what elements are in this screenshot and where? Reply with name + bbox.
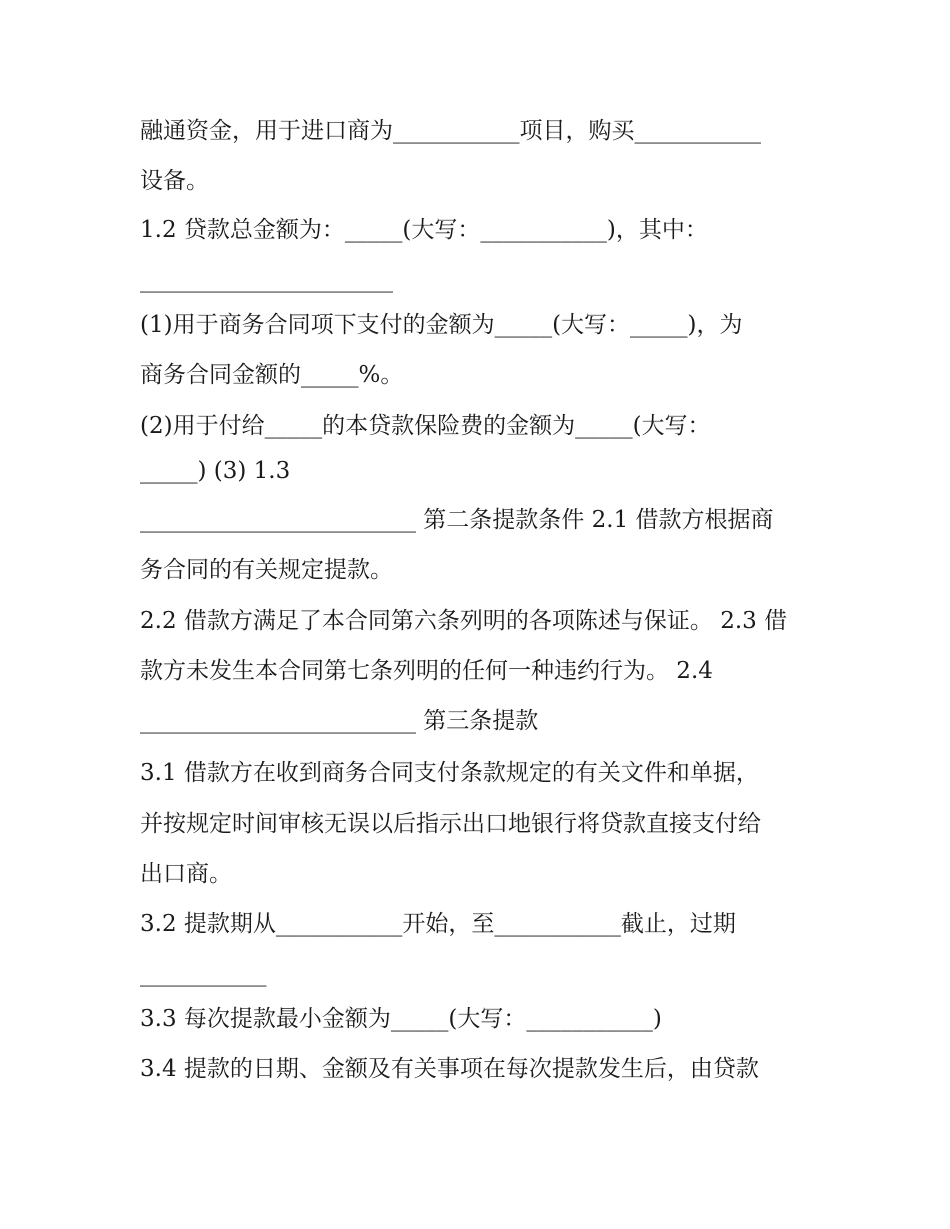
text-line: (1)用于商务合同项下支付的金额为_____(大写：_____)，为 bbox=[140, 312, 743, 338]
text-line: 3.1 借款方在收到商务合同支付条款规定的有关文件和单据， bbox=[140, 760, 759, 786]
text-line: 设备。 bbox=[140, 168, 209, 194]
text-line: 3.2 提款期从___________开始，至___________截止，过期 bbox=[140, 911, 736, 937]
text-line: _____) (3) 1.3 bbox=[140, 458, 291, 484]
text-line: 款方未发生本合同第七条列明的任何一种违约行为。 2.4 bbox=[140, 658, 713, 684]
text-line: 3.4 提款的日期、金额及有关事项在每次提款发生后，由贷款 bbox=[140, 1056, 759, 1082]
text-line: ___________ bbox=[140, 961, 267, 987]
text-line: ______________________ bbox=[140, 267, 393, 293]
text-line: 1.2 贷款总金额为：_____(大写：___________)，其中： bbox=[140, 217, 708, 243]
text-line: 融通资金，用于进口商为___________项目，购买___________ bbox=[140, 118, 761, 144]
text-line: 出口商。 bbox=[140, 861, 232, 887]
text-line: ________________________ 第二条提款条件 2.1 借款方根据商 bbox=[140, 507, 774, 533]
text-line: 3.3 每次提款最小金额为_____(大写：___________) bbox=[140, 1006, 662, 1032]
text-line: 务合同的有关规定提款。 bbox=[140, 557, 393, 583]
text-line: 商务合同金额的_____%。 bbox=[140, 362, 404, 388]
text-line: ________________________ 第三条提款 bbox=[140, 708, 539, 734]
text-line: 并按规定时间审核无误以后指示出口地银行将贷款直接支付给 bbox=[140, 811, 761, 837]
text-line: (2)用于付给_____的本贷款保险费的金额为_____(大写： bbox=[140, 413, 711, 439]
text-line: 2.2 借款方满足了本合同第六条列明的各项陈述与保证。 2.3 借 bbox=[140, 608, 788, 634]
